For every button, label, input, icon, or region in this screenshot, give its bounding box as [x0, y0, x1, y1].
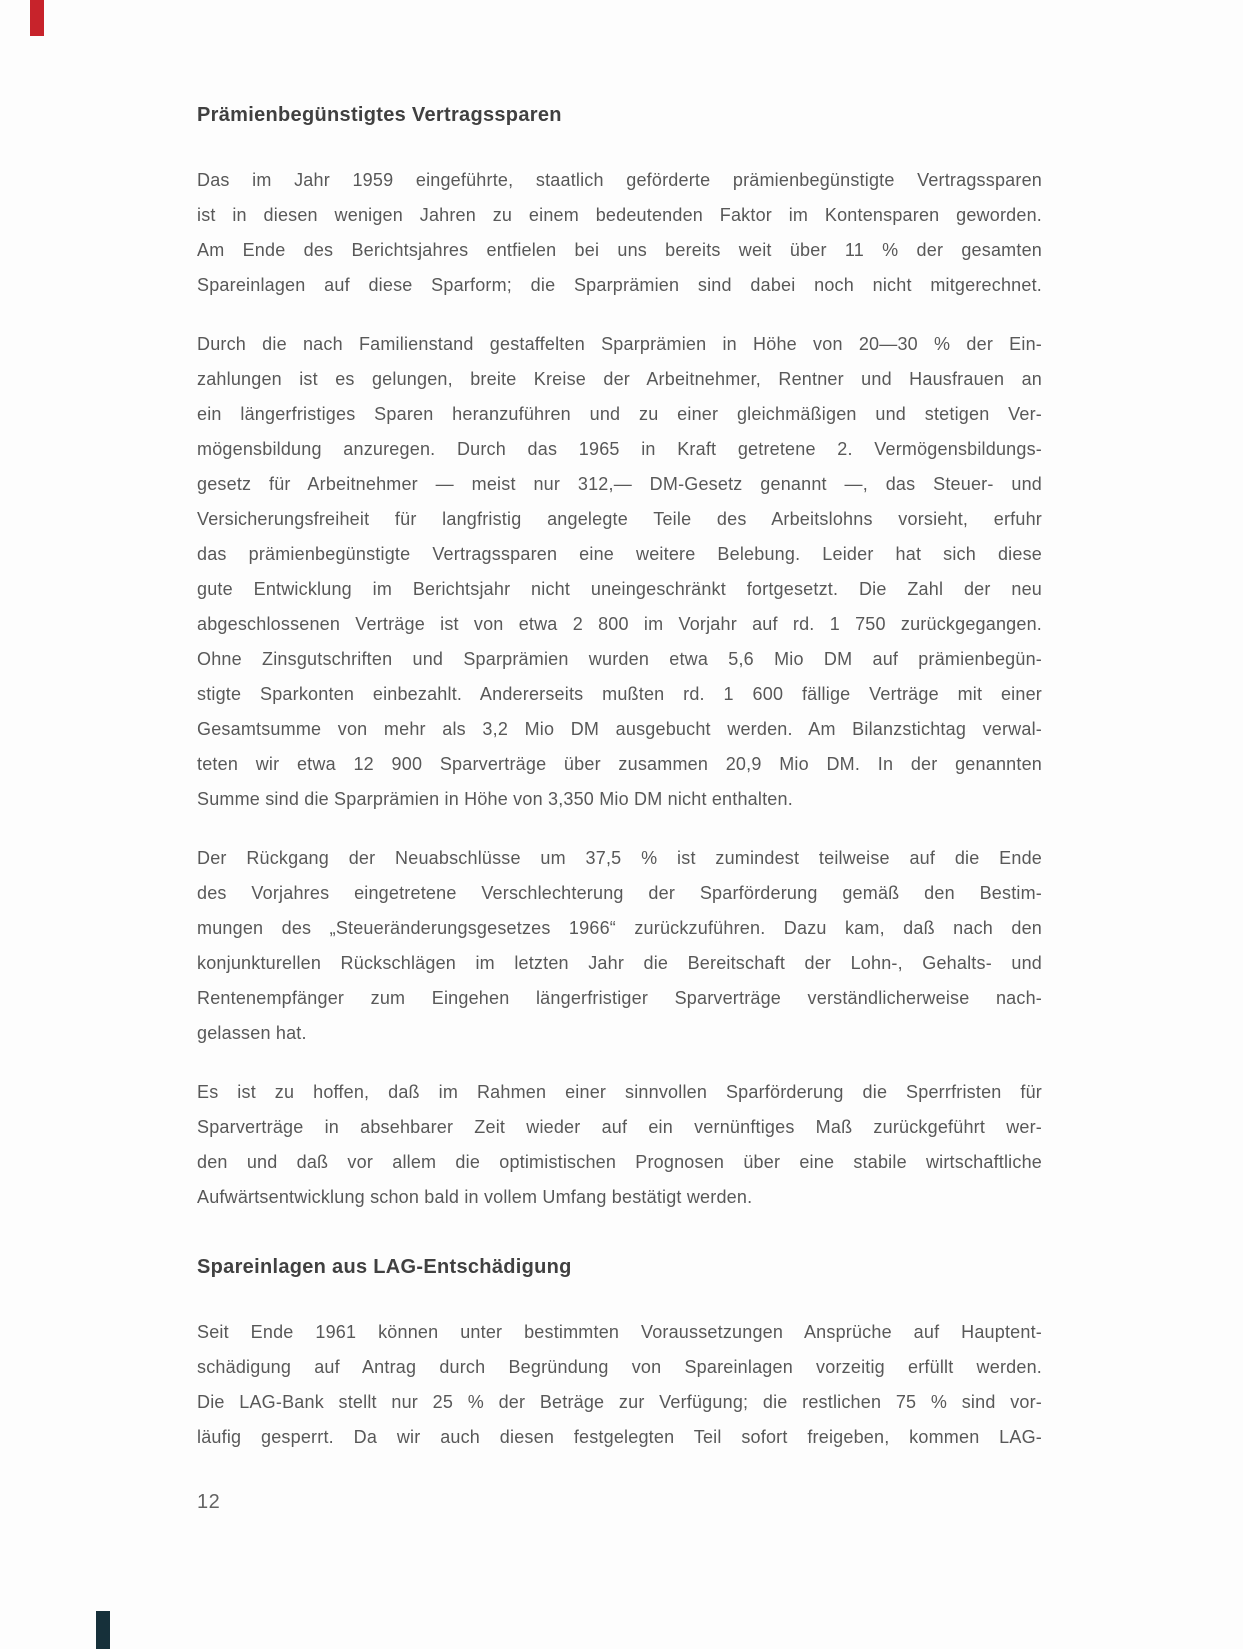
text-line: Aufwärtsentwicklung schon bald in vollem Umfang bestätigt werden.	[197, 1187, 753, 1207]
text-line: Rentenempfänger zum Eingehen längerfristiger Sparverträge verständlicherweise nach-	[197, 988, 1042, 1008]
scan-registration-mark-top	[30, 0, 44, 36]
text-line: gesetz für Arbeitnehmer — meist nur 312,— DM-Gesetz genannt —, das Steuer- und	[197, 474, 1042, 494]
text-line: mungen des „Steueränderungsgesetzes 1966“ zurückzuführen. Dazu kam, daß nach den	[197, 918, 1042, 938]
text-line: Summe sind die Sparprämien in Höhe von 3,350 Mio DM nicht enthalten.	[197, 789, 793, 809]
paragraph	[197, 163, 1042, 303]
section-heading: Spareinlagen aus LAG-Entschädigung	[197, 1256, 572, 1278]
text-line: Der Rückgang der Neuabschlüsse um 37,5 % ist zumindest teilweise auf die Ende	[197, 848, 1042, 868]
text-line: gelassen hat.	[197, 1023, 307, 1043]
section-heading: Prämienbegünstigtes Vertragssparen	[197, 104, 562, 126]
text-line: ein längerfristiges Sparen heranzuführen und zu einer gleichmäßigen und stetigen Ver-	[197, 404, 1042, 424]
text-line: läufig gesperrt. Da wir auch diesen festgelegten Teil sofort freigeben, kommen LAG-	[197, 1427, 1042, 1447]
page-number: 12	[197, 1491, 221, 1513]
text-line: Sparverträge in absehbarer Zeit wieder auf ein vernünftiges Maß zurückgeführt wer-	[197, 1117, 1042, 1137]
text-line: konjunkturellen Rückschlägen im letzten Jahr die Bereitschaft der Lohn-, Gehalts- und	[197, 953, 1042, 973]
text-line: Ohne Zinsgutschriften und Sparprämien wurden etwa 5,6 Mio DM auf prämienbegün-	[197, 649, 1042, 669]
text-line: gute Entwicklung im Berichtsjahr nicht uneingeschränkt fortgesetzt. Die Zahl der neu	[197, 579, 1042, 599]
text-line: teten wir etwa 12 900 Sparverträge über zusammen 20,9 Mio DM. In der genannten	[197, 754, 1042, 774]
document-body	[197, 103, 1042, 1514]
text-line: das prämienbegünstigte Vertragssparen eine weitere Belebung. Leider hat sich diese	[197, 544, 1042, 564]
text-line: Spareinlagen auf diese Sparform; die Sparprämien sind dabei noch nicht mitgerechnet.	[197, 275, 1042, 295]
paragraph	[197, 1075, 1042, 1215]
text-line: stigte Sparkonten einbezahlt. Andererseits mußten rd. 1 600 fällige Verträge mit einer	[197, 684, 1042, 704]
text-line: zahlungen ist es gelungen, breite Kreise der Arbeitnehmer, Rentner und Hausfrauen an	[197, 369, 1042, 389]
text-line: den und daß vor allem die optimistischen Prognosen über eine stabile wirtschaftliche	[197, 1152, 1042, 1172]
text-line: Durch die nach Familienstand gestaffelten Sparprämien in Höhe von 20—30 % der Ein-	[197, 334, 1042, 354]
text-line: Gesamtsumme von mehr als 3,2 Mio DM ausgebucht werden. Am Bilanzstichtag verwal-	[197, 719, 1042, 739]
text-line: des Vorjahres eingetretene Verschlechterung der Sparförderung gemäß den Bestim-	[197, 883, 1042, 903]
text-line: Seit Ende 1961 können unter bestimmten Voraussetzungen Ansprüche auf Hauptent-	[197, 1322, 1042, 1342]
text-line: Versicherungsfreiheit für langfristig angelegte Teile des Arbeitslohns vorsieht, erfuhr	[197, 509, 1042, 529]
text-line: Das im Jahr 1959 eingeführte, staatlich geförderte prämienbegünstigte Vertragssparen	[197, 170, 1042, 190]
paragraph	[197, 841, 1042, 1051]
paragraph	[197, 327, 1042, 817]
text-line: mögensbildung anzuregen. Durch das 1965 in Kraft getretene 2. Vermögensbildungs-	[197, 439, 1042, 459]
text-line: abgeschlossenen Verträge ist von etwa 2 800 im Vorjahr auf rd. 1 750 zurückgegangen.	[197, 614, 1042, 634]
text-line: Es ist zu hoffen, daß im Rahmen einer sinnvollen Sparförderung die Sperrfristen für	[197, 1082, 1042, 1102]
text-line: schädigung auf Antrag durch Begründung von Spareinlagen vorzeitig erfüllt werden.	[197, 1357, 1042, 1377]
text-line: Die LAG-Bank stellt nur 25 % der Beträge zur Verfügung; die restlichen 75 % sind vor-	[197, 1392, 1042, 1412]
paragraph	[197, 1315, 1042, 1455]
text-line: Am Ende des Berichtsjahres entfielen bei uns bereits weit über 11 % der gesamten	[197, 240, 1042, 260]
text-line: ist in diesen wenigen Jahren zu einem bedeutenden Faktor im Kontensparen geworden.	[197, 205, 1042, 225]
scan-registration-mark-bottom	[96, 1611, 110, 1649]
